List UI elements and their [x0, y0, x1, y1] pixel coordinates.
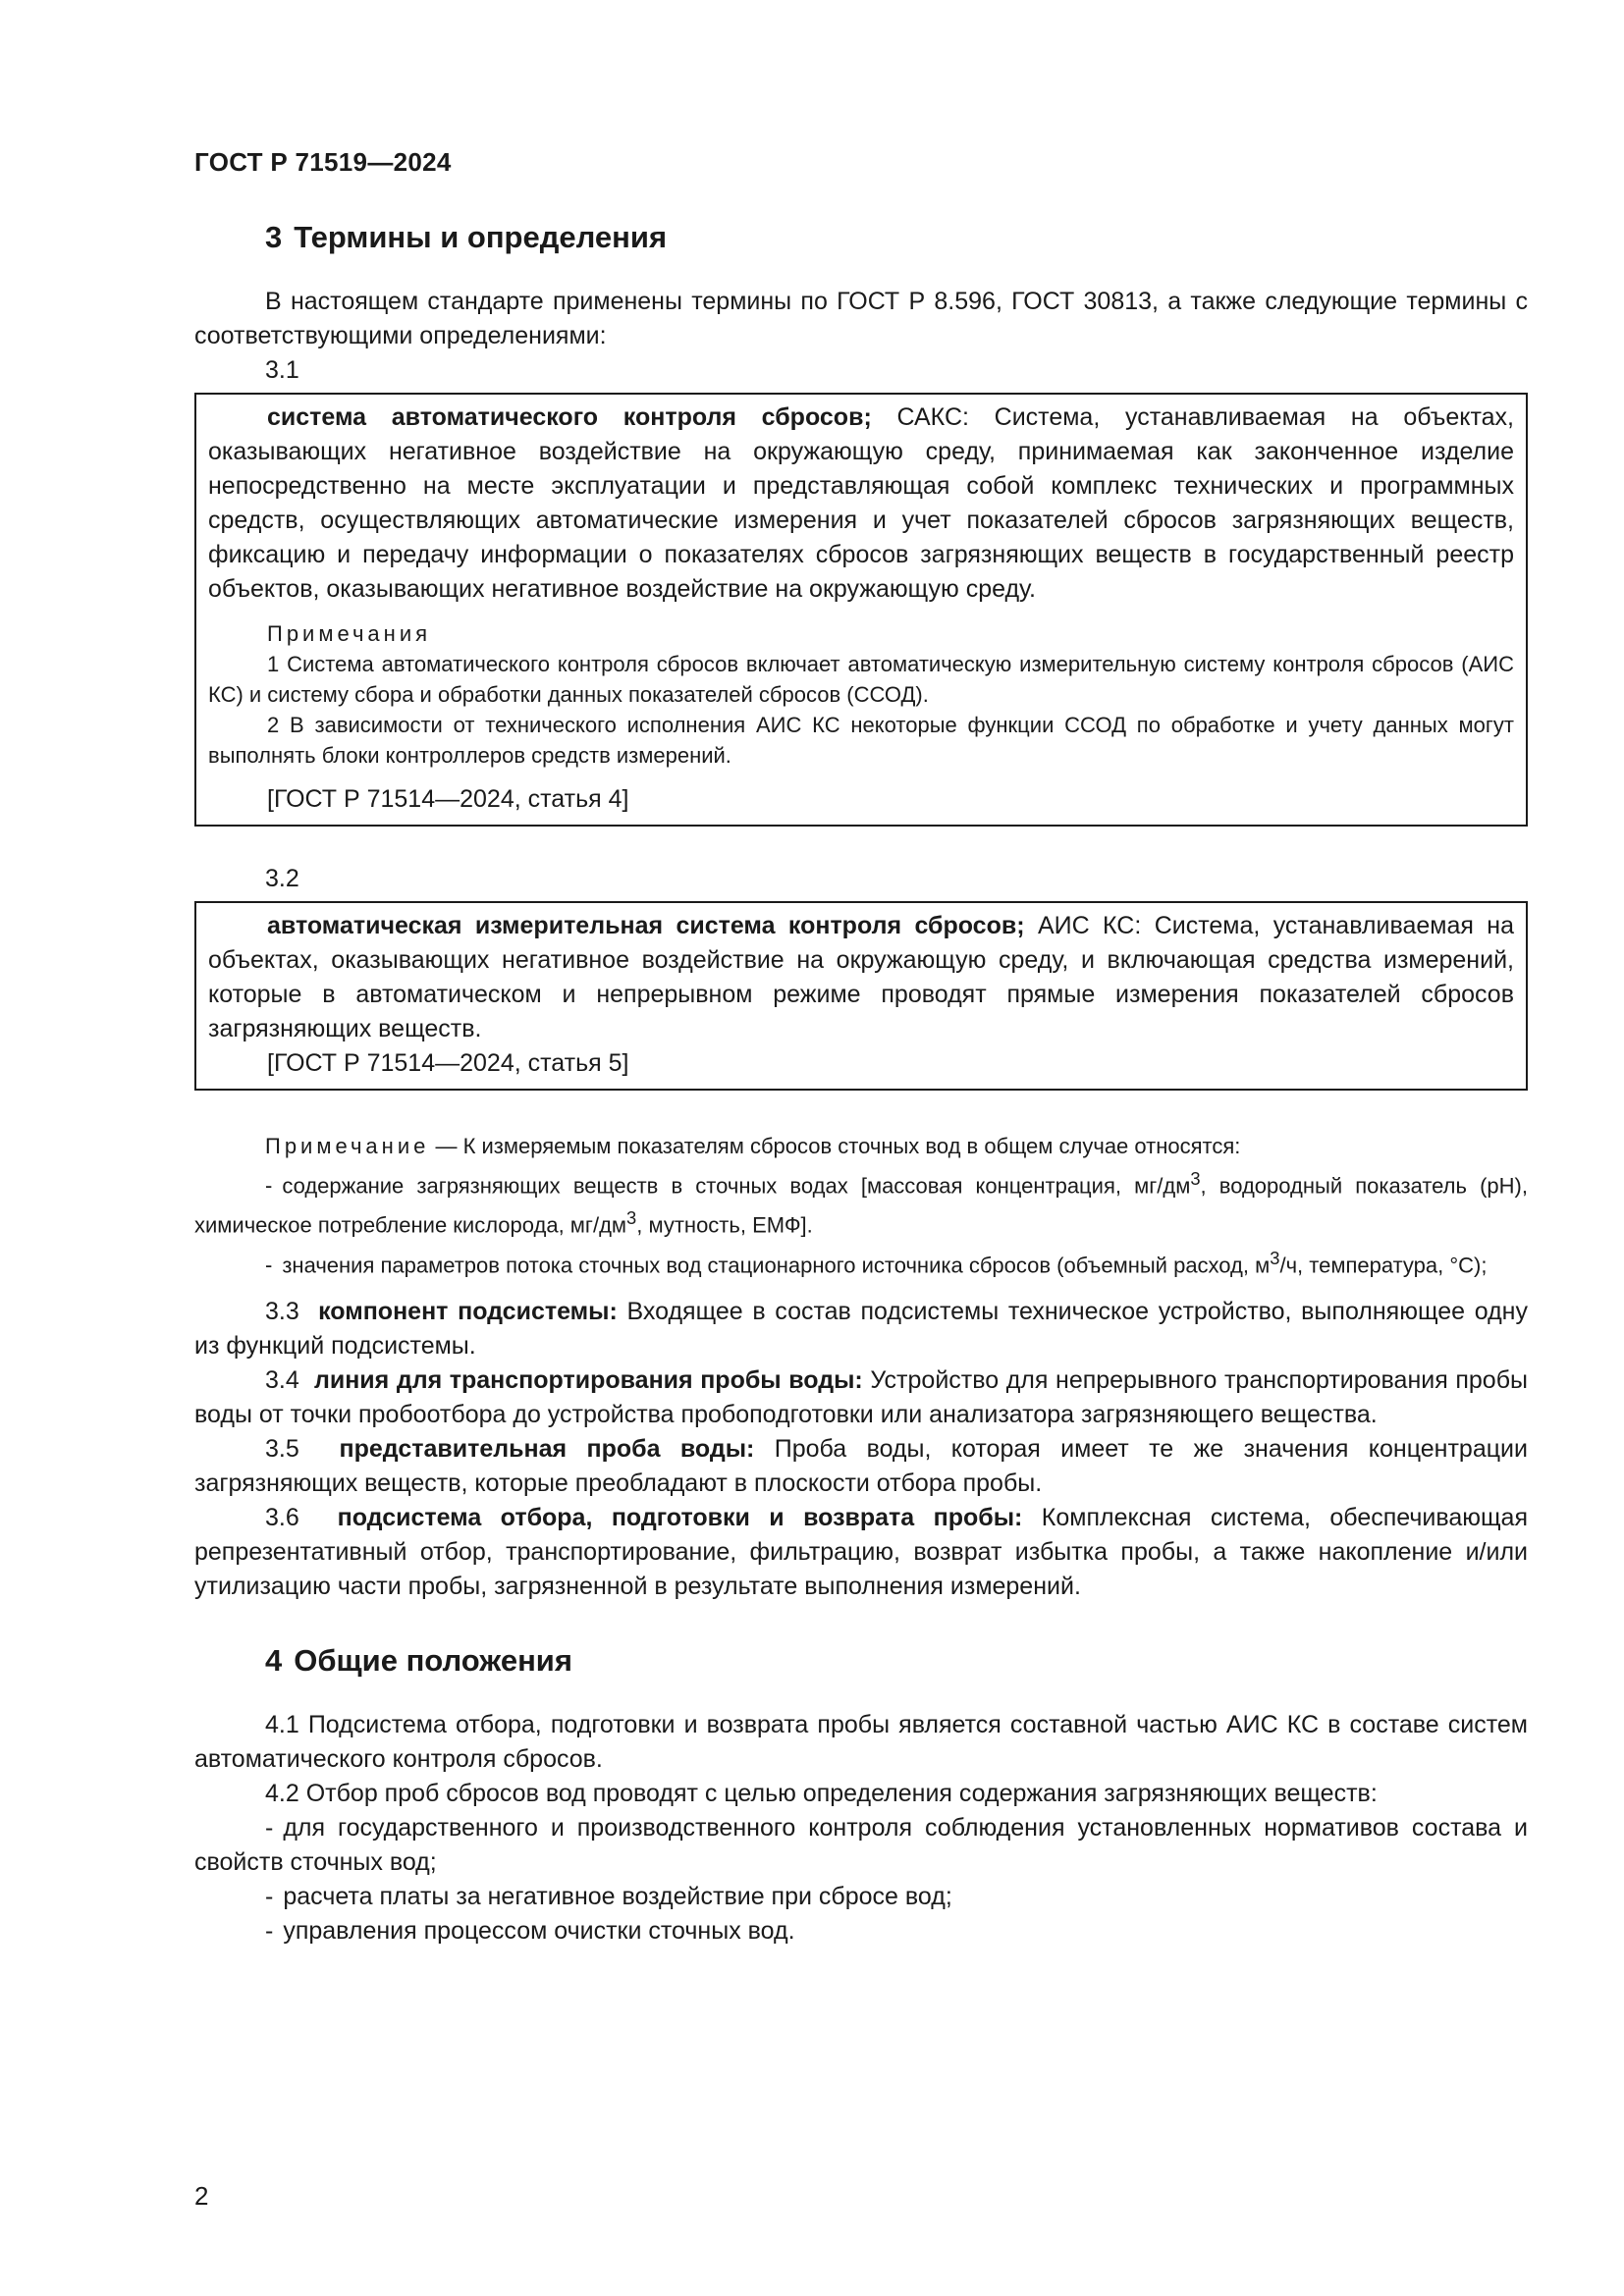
term-3-3-number: 3.3 [265, 1297, 299, 1325]
note-after-3-2 [194, 1130, 1528, 1281]
term-3-2-box [194, 901, 1528, 1091]
term-3-5-text: Проба воды, которая имеет те же значения концентрации загрязняющих веществ, которые преобладают в плоскости отбора пробы. [194, 1434, 1528, 1497]
note-text: — К измеряемым показателям сбросов сточных вод в общем случае относятся: [429, 1134, 1241, 1158]
dash-marker: - [265, 1173, 273, 1199]
term-3-2-text: АИС КС: Система, устанавливаемая на объектах, оказывающих негативное воздействие на окружающую среду, и включающая средства измерений, которые в автоматическом и непрерывном режиме проводят прямые измерения показателей сбросов загрязняющих веществ. [208, 912, 1514, 1042]
term-3-4-number: 3.4 [265, 1365, 299, 1394]
note-label: Примечание [265, 1134, 430, 1158]
list-item [194, 1811, 1528, 1880]
dash-marker: - [265, 1916, 274, 1945]
term-3-1-text: САКС: Система, устанавливаемая на объектах, оказывающих негативное воздействие на окружающую среду, принимаемая как законченное изделие непосредственно на месте эксплуатации и представляющая собой комплекс технических и программных средств, осуществляющих автоматические измерения и учет показателей сбросов загрязняющих веществ, фиксацию и передачу информации о показателях сбросов загрязняющих веществ в государственный реестр объектов, оказывающих негативное воздействие на окружающую среду. [208, 403, 1514, 603]
section-4-heading [265, 1641, 1528, 1681]
document-header-code: ГОСТ Р 71519—2024 [194, 147, 452, 177]
section-4-number: 4 [265, 1642, 283, 1678]
term-3-1-notes [208, 618, 1514, 771]
term-3-1-box [194, 393, 1528, 827]
term-3-3-text: Входящее в состав подсистемы техническое устройство, выполняющее одну из функций подсистемы. [194, 1297, 1528, 1360]
section-3-title: Термины и определения [294, 220, 668, 254]
term-3-2-definition [208, 909, 1514, 1046]
dash-marker: - [265, 1252, 273, 1277]
term-3-1-note-1: 1 Система автоматического контроля сбросов включает автоматическую измерительную систему контроля сбросов (АИС КС) и систему сбора и обработки данных показателей сбросов (ССОД). [208, 652, 1514, 707]
dash-marker: - [265, 1882, 274, 1910]
note-item-1-text-a: содержание загрязняющих веществ в сточных водах [массовая концентрация, мг/дм [282, 1173, 1191, 1199]
term-3-6-term: подсистема отбора, подготовки и возврата пробы: [337, 1503, 1023, 1531]
note-intro [194, 1130, 1528, 1162]
term-3-4-text: Устройство для непрерывного транспортирования пробы воды от точки пробоотбора до устройства пробоподготовки или анализатора загрязняющего вещества. [194, 1365, 1528, 1428]
list-item [194, 1880, 1528, 1914]
term-3-6-text: Комплексная система, обеспечивающая репрезентативный отбор, транспортирование, фильтрацию, возврат избытка пробы, а также накопление и/или утилизацию части пробы, загрязненной в результате выполнения измерений. [194, 1503, 1528, 1600]
note-item-2-text-b: /ч, температура, °С); [1279, 1252, 1488, 1277]
term-3-1-note-2: 2 В зависимости от технического исполнения АИС КС некоторые функции ССОД по обработке и учету данных могут выполнять блоки контроллеров средств измерений. [208, 713, 1514, 768]
term-3-1-term: система автоматического контроля сбросов; [267, 403, 872, 431]
term-3-2-number: 3.2 [265, 865, 299, 892]
superscript: 3 [1270, 1247, 1280, 1268]
superscript: 3 [1190, 1168, 1201, 1189]
term-3-5 [194, 1432, 1528, 1501]
term-3-2-source: [ГОСТ Р 71514—2024, статья 5] [267, 1049, 629, 1077]
term-3-2-term: автоматическая измерительная система контроля сбросов; [267, 912, 1025, 939]
note-item-1-text-b: , водородный показатель (pH), химическое потребление кислорода, мг/дм [194, 1173, 1528, 1238]
dash-marker: - [265, 1813, 274, 1842]
list-item-text: расчета платы за негативное воздействие при сбросе вод; [283, 1882, 952, 1910]
superscript: 3 [626, 1207, 637, 1229]
list-item [194, 1914, 1528, 1949]
paragraph-4-2: 4.2 Отбор проб сбросов вод проводят с целью определения содержания загрязняющих веществ: [265, 1779, 1378, 1807]
term-3-4 [194, 1363, 1528, 1432]
term-3-6 [194, 1501, 1528, 1604]
paragraph-4-1: 4.1 Подсистема отбора, подготовки и возврата пробы является составной частью АИС КС в составе систем автоматического контроля сбросов. [194, 1710, 1528, 1773]
note-item-2-text-a: значения параметров потока сточных вод стационарного источника сбросов (объемный расход, м [282, 1252, 1271, 1277]
document-body [194, 218, 1528, 1949]
term-3-1-number: 3.1 [265, 356, 299, 384]
term-3-6-number: 3.6 [265, 1503, 299, 1531]
term-3-1-notes-label: Примечания [267, 621, 432, 646]
note-item-1-text-c: , мутность, ЕМФ]. [636, 1212, 813, 1238]
list-item-text: для государственного и производственного контроля соблюдения установленных нормативов состава и свойств сточных вод; [194, 1813, 1528, 1876]
section-4-title: Общие положения [294, 1642, 572, 1678]
term-3-4-term: линия для транспортирования пробы воды: [313, 1365, 863, 1394]
term-3-5-term: представительная проба воды: [339, 1434, 755, 1463]
term-3-1-source: [ГОСТ Р 71514—2024, статья 4] [267, 785, 629, 813]
term-3-3-term: компонент подсистемы: [318, 1297, 618, 1325]
term-3-1-definition [208, 400, 1514, 607]
term-3-3 [194, 1295, 1528, 1363]
section-3-heading [265, 218, 1528, 257]
list-item-text: управления процессом очистки сточных вод. [283, 1916, 795, 1945]
note-item-2 [194, 1242, 1528, 1281]
page-number: 2 [194, 2181, 209, 2211]
term-3-5-number: 3.5 [265, 1434, 299, 1463]
section-3-intro: В настоящем стандарте применены термины по ГОСТ Р 8.596, ГОСТ 30813, а также следующие термины с соответствующими определениями: [194, 288, 1528, 349]
section-3-number: 3 [265, 220, 283, 254]
note-item-1 [194, 1162, 1528, 1242]
